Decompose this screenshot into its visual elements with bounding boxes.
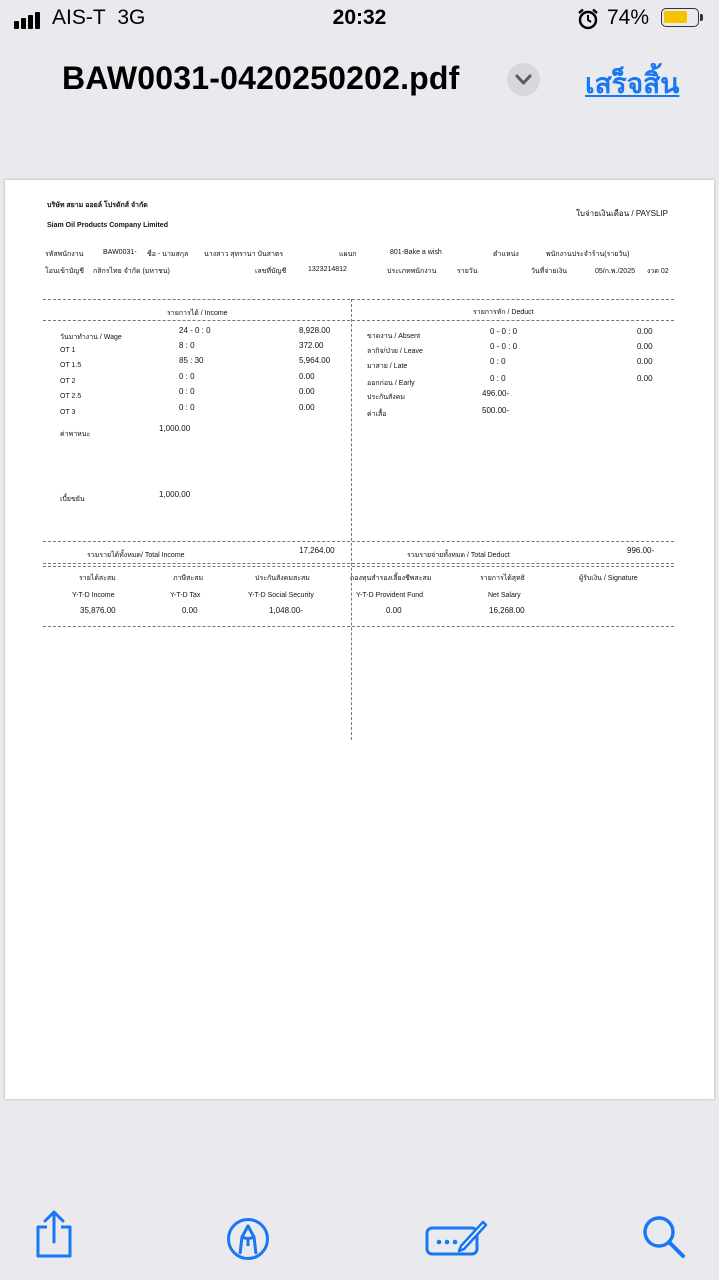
deduct-item-amount: 0.00 (637, 342, 653, 351)
ytd-value: 0.00 (182, 606, 198, 615)
income-header: รายการได้ / Income (167, 310, 228, 317)
markup-icon (225, 1216, 271, 1262)
position: พนักงานประจำร้าน(รายวัน) (546, 251, 630, 258)
payslip-title: ใบจ่ายเงินเดือน / PAYSLIP (576, 209, 668, 218)
divider (43, 566, 674, 567)
bank-label: โอนเข้าบัญชี (45, 268, 85, 275)
clock: 20:32 (332, 6, 387, 29)
divider (43, 563, 674, 564)
deduct-header: รายการหัก / Deduct (473, 309, 534, 316)
ytd-label-th: ผู้รับเงิน / Signature (579, 575, 638, 582)
deduct-item-qty: 0 - 0 : 0 (490, 342, 518, 351)
income-item-label: OT 1 (60, 347, 76, 354)
emp-id: BAW0031- (103, 249, 137, 256)
deduct-item-label: ลากิจ/ป่วย / Leave (367, 348, 423, 355)
status-bar (0, 0, 719, 40)
share-icon (34, 1210, 74, 1260)
income-item-amount: 0.00 (299, 403, 315, 412)
travel-label: ค่าพาหนะ (60, 431, 91, 438)
ytd-label-en: Y-T-D Income (72, 592, 115, 599)
social-security-label: ประกันสังคม (367, 394, 405, 401)
emp-id-label: รหัสพนักงาน (45, 251, 84, 258)
income-item-label: OT 2 (60, 378, 76, 385)
battery-percent: 74% (607, 6, 650, 29)
divider (43, 626, 674, 627)
deduct-item-qty: 0 : 0 (490, 374, 506, 383)
name-label: ชื่อ - นามสกุล (147, 251, 189, 258)
uniform-amount: 500.00- (482, 406, 510, 415)
total-income-label: รวมรายได้ทั้งหมด/ Total Income (87, 552, 185, 559)
emp-name: นางสาว สุทรานา บันสาตร (204, 251, 284, 258)
pay-period: งวด 02 (647, 268, 669, 275)
income-item-qty: 0 : 0 (179, 372, 195, 381)
company-name-th: บริษัท สยาม ออยล์ โปรดักส์ จำกัด (47, 202, 148, 209)
total-income: 17,264.00 (299, 546, 335, 555)
ytd-label-th: รายได้สะสม (79, 575, 116, 582)
deduct-item-amount: 0.00 (637, 374, 653, 383)
search-button[interactable] (641, 1214, 687, 1264)
income-item-amount: 0.00 (299, 387, 315, 396)
position-label: ตำแหน่ง (493, 251, 519, 258)
total-deduct-label: รวมรายจ่ายทั้งหมด / Total Deduct (407, 552, 510, 559)
diligence-amount: 1,000.00 (159, 490, 191, 499)
ytd-label-th: ประกันสังคมสะสม (255, 575, 310, 582)
signature-icon (425, 1216, 489, 1258)
income-item-qty: 0 : 0 (179, 403, 195, 412)
diligence-label: เบี้ยขยัน (60, 496, 85, 503)
dept: 801-Bake a wish (390, 249, 442, 256)
deduct-item-label: มาสาย / Late (367, 363, 408, 370)
total-deduct: 996.00- (627, 546, 655, 555)
income-item-label: OT 2.5 (60, 393, 82, 400)
ytd-label-th: ภาษีสะสม (173, 575, 204, 582)
divider (43, 320, 674, 321)
travel-amount: 1,000.00 (159, 424, 191, 433)
ytd-label-th: กองทุนสำรองเลี้ยงชีพสะสม (350, 575, 432, 582)
ytd-value: 0.00 (386, 606, 402, 615)
income-item-label: OT 3 (60, 409, 76, 416)
deduct-item-qty: 0 - 0 : 0 (490, 327, 518, 336)
markup-button[interactable] (225, 1216, 271, 1266)
ytd-label-en: Net Salary (488, 592, 521, 599)
income-item-label: OT 1.5 (60, 362, 82, 369)
uniform-label: ค่าเสื้อ (367, 411, 387, 418)
done-button[interactable]: เสร็จสิ้น (585, 67, 680, 100)
network-type: 3G (117, 6, 146, 29)
document-title[interactable]: BAW0031-0420250202.pdf (62, 60, 460, 96)
ytd-label-th: รายการได้สุทธิ (480, 575, 525, 582)
pdf-page[interactable] (5, 180, 714, 1099)
deduct-item-label: ขาดงาน / Absent (367, 333, 421, 340)
column-divider (351, 299, 352, 740)
emp-type: รายวัน (457, 268, 478, 275)
ytd-value: 16,268.00 (489, 606, 525, 615)
search-icon (641, 1214, 687, 1260)
income-item-amount: 372.00 (299, 341, 324, 350)
income-item-qty: 24 - 0 : 0 (179, 326, 211, 335)
pay-date: 05/ก.พ./2025 (595, 268, 635, 275)
ytd-label-en: Y-T-D Social Security (248, 592, 314, 599)
deduct-item-label: ออกก่อน / Early (367, 380, 415, 387)
income-item-qty: 8 : 0 (179, 341, 195, 350)
battery-icon (661, 8, 699, 27)
divider (43, 299, 674, 300)
deduct-item-amount: 0.00 (637, 327, 653, 336)
dept-label: แผนก (339, 251, 357, 258)
signature-button[interactable] (425, 1216, 489, 1262)
income-item-amount: 8,928.00 (299, 326, 331, 335)
account-label: เลขที่บัญชี (255, 268, 287, 275)
emp-type-label: ประเภทพนักงาน (387, 268, 437, 275)
divider (43, 541, 674, 542)
income-item-amount: 5,964.00 (299, 356, 331, 365)
share-button[interactable] (34, 1210, 74, 1264)
ytd-label-en: Y-T-D Provident Fund (356, 592, 424, 599)
income-item-qty: 0 : 0 (179, 387, 195, 396)
income-item-amount: 0.00 (299, 372, 315, 381)
deduct-item-amount: 0.00 (637, 357, 653, 366)
alarm-icon (577, 8, 599, 30)
ytd-value: 1,048.00- (269, 606, 303, 615)
battery-fill (664, 11, 687, 23)
chevron-down-icon (507, 63, 540, 96)
bank: กสิกรไทย จำกัด (มหาชน) (93, 268, 170, 275)
income-item-qty: 85 : 30 (179, 356, 204, 365)
deduct-item-qty: 0 : 0 (490, 357, 506, 366)
ytd-label-en: Y-T-D Tax (170, 592, 201, 599)
social-security-amount: 496.00- (482, 389, 510, 398)
account-number: 1323214812 (308, 266, 347, 273)
company-name-en: Siam Oil Products Company Limited (47, 222, 168, 229)
pay-date-label: วันที่จ่ายเงิน (531, 268, 568, 275)
ytd-value: 35,876.00 (80, 606, 116, 615)
income-item-label: วันมาทำงาน / Wage (60, 334, 122, 341)
title-menu-button[interactable] (507, 63, 540, 96)
carrier-name: AIS-T (52, 6, 106, 29)
